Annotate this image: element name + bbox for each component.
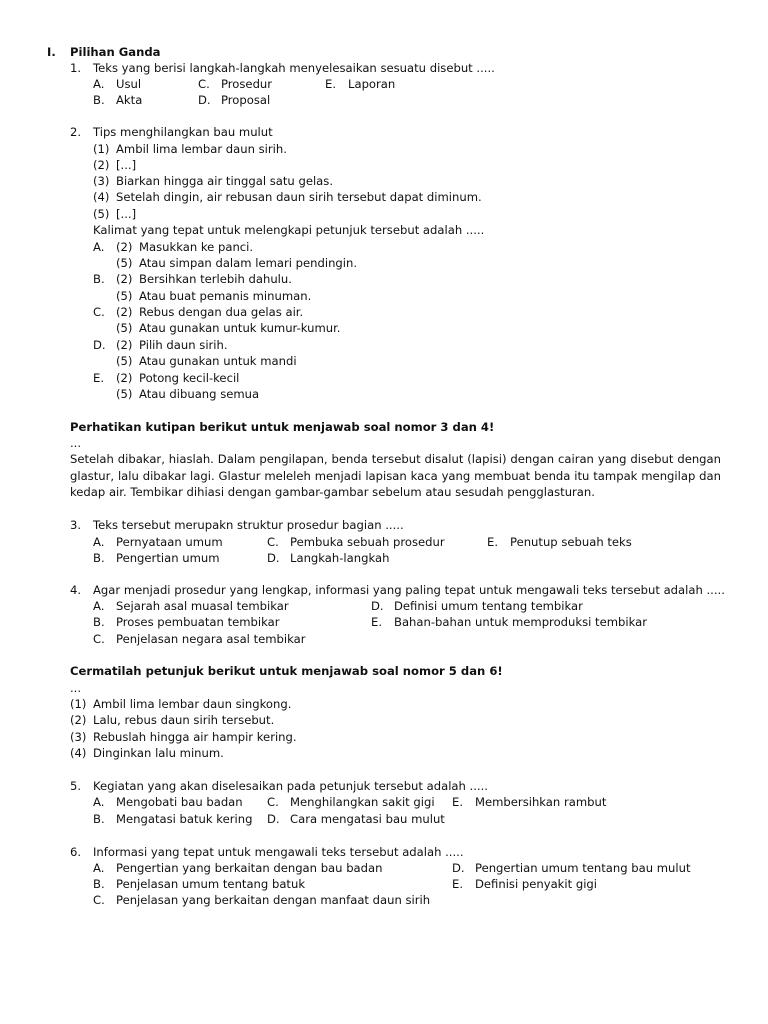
q2-option-letter: A. <box>93 240 105 254</box>
q2-option-step-number: (2) <box>116 240 133 254</box>
q1-option-c-letter: C. <box>198 77 210 91</box>
q6-option-e-letter: E. <box>452 877 464 891</box>
q3-option-b: Pengertian umum <box>116 551 220 565</box>
q2-option-step-number: (2) <box>116 338 133 352</box>
q3-option-d-letter: D. <box>267 551 280 565</box>
q6-option-b: Penjelasan umum tentang batuk <box>116 877 306 891</box>
q3-text: Teks tersebut merupakn struktur prosedur bagian ..... <box>93 518 404 532</box>
q2-option-step-number: (2) <box>116 371 133 385</box>
passage2-heading: Cermatilah petunjuk berikut untuk menjawab soal nomor 5 dan 6! <box>70 664 503 678</box>
q1-option-a-letter: A. <box>93 77 105 91</box>
q5-option-e: Membersihkan rambut <box>475 795 607 809</box>
q5-option-e-letter: E. <box>452 795 464 809</box>
passage2-step-number: (4) <box>70 746 87 760</box>
q4-option-b: Proses pembuatan tembikar <box>116 615 280 629</box>
q2-text: Tips menghilangkan bau mulut <box>93 125 273 139</box>
q5-option-d: Cara mengatasi bau mulut <box>290 812 445 826</box>
q5-option-c-letter: C. <box>267 795 279 809</box>
q2-option-step-number: (5) <box>116 387 133 401</box>
q6-option-c: Penjelasan yang berkaitan dengan manfaat daun sirih <box>116 893 431 907</box>
q3-option-a: Pernyataan umum <box>116 535 223 549</box>
q2-step-number: (5) <box>93 207 110 221</box>
q2-step-text: Setelah dingin, air rebusan daun sirih tersebut dapat diminum. <box>116 190 482 204</box>
passage2-step-text: Lalu, rebus daun sirih tersebut. <box>93 713 275 727</box>
q6-option-d: Pengertian umum tentang bau mulut <box>475 861 691 875</box>
q3-option-c: Pembuka sebuah prosedur <box>290 535 445 549</box>
q2-step-number: (1) <box>93 142 110 156</box>
q2-step-number: (2) <box>93 158 110 172</box>
q2-option-letter: E. <box>93 371 105 385</box>
q2-prompt: Kalimat yang tepat untuk melengkapi petunjuk tersebut adalah ..... <box>93 223 485 237</box>
q2-step-number: (3) <box>93 174 110 188</box>
q1-option-d: Proposal <box>221 93 271 107</box>
q2-option-step-text: Masukkan ke panci. <box>139 240 254 254</box>
q2-option-step-text: Atau buat pemanis minuman. <box>139 289 312 303</box>
q6-option-c-letter: C. <box>93 893 105 907</box>
q2-option-step-number: (5) <box>116 354 133 368</box>
q6-option-e: Definisi penyakit gigi <box>475 877 598 891</box>
q1-option-e-letter: E. <box>325 77 337 91</box>
q1-option-b-letter: B. <box>93 93 105 107</box>
q4-option-b-letter: B. <box>93 615 105 629</box>
q5-option-a-letter: A. <box>93 795 105 809</box>
passage2-step-text: Ambil lima lembar daun singkong. <box>93 697 292 711</box>
q2-option-step-text: Rebus dengan dua gelas air. <box>139 305 304 319</box>
q5-option-b-letter: B. <box>93 812 105 826</box>
q4-option-d-letter: D. <box>371 599 384 613</box>
q3-option-a-letter: A. <box>93 535 105 549</box>
passage2-step-number: (1) <box>70 697 87 711</box>
q1-option-e: Laporan <box>348 77 396 91</box>
q3-option-d: Langkah-langkah <box>290 551 390 565</box>
q2-option-step-number: (5) <box>116 256 133 270</box>
passage1-ellipsis: ... <box>70 436 82 450</box>
q4-option-e: Bahan-bahan untuk memproduksi tembikar <box>394 615 647 629</box>
q4-option-a-letter: A. <box>93 599 105 613</box>
passage2-step-number: (3) <box>70 730 87 744</box>
q2-option-step-number: (5) <box>116 289 133 303</box>
q3-option-e-letter: E. <box>487 535 499 549</box>
q5-text: Kegiatan yang akan diselesaikan pada petunjuk tersebut adalah ..... <box>93 779 488 793</box>
q6-option-b-letter: B. <box>93 877 105 891</box>
q6-option-a: Pengertian yang berkaitan dengan bau badan <box>116 861 383 875</box>
q2-option-step-text: Atau dibuang semua <box>139 387 260 401</box>
q2-step-text: [...] <box>116 207 137 221</box>
q4-number: 4. <box>70 583 82 597</box>
q6-text: Informasi yang tepat untuk mengawali teks tersebut adalah ..... <box>93 845 464 859</box>
q4-option-c-letter: C. <box>93 632 105 646</box>
passage1-text: Setelah dibakar, hiaslah. Dalam pengilapan, benda tersebut disalut (lapisi) dengan cairan yang disebut dengan glastur, lalu dibakar lagi. Glastur meleleh menjadi lapisan kaca yang membuat benda itu tampak mengilap dan kedap air. Tembikar dihiasi dengan gambar-gambar sebelum atau sesudah pengglasturan. <box>70 452 721 499</box>
q2-step-number: (4) <box>93 190 110 204</box>
section-number: I. <box>47 45 56 59</box>
q1-text: Teks yang berisi langkah-langkah menyelesaikan sesuatu disebut ..... <box>93 61 495 75</box>
q3-option-e: Penutup sebuah teks <box>510 535 632 549</box>
q2-option-step-text: Bersihkan terlebih dahulu. <box>139 272 292 286</box>
q4-option-c: Penjelasan negara asal tembikar <box>116 632 306 646</box>
q4-option-d: Definisi umum tentang tembikar <box>394 599 583 613</box>
q1-option-d-letter: D. <box>198 93 211 107</box>
q2-step-text: Ambil lima lembar daun sirih. <box>116 142 287 156</box>
passage2-ellipsis: ... <box>70 681 82 695</box>
q2-option-step-text: Atau simpan dalam lemari pendingin. <box>139 256 358 270</box>
passage2-step-number: (2) <box>70 713 87 727</box>
q6-option-d-letter: D. <box>452 861 465 875</box>
passage1-heading: Perhatikan kutipan berikut untuk menjawab soal nomor 3 dan 4! <box>70 420 495 434</box>
q2-option-step-number: (2) <box>116 272 133 286</box>
q2-option-letter: C. <box>93 305 105 319</box>
q2-option-step-text: Potong kecil-kecil <box>139 371 240 385</box>
q1-option-c: Prosedur <box>221 77 273 91</box>
q2-number: 2. <box>70 125 82 139</box>
q5-option-d-letter: D. <box>267 812 280 826</box>
q2-step-text: [...] <box>116 158 137 172</box>
q2-option-step-number: (5) <box>116 321 133 335</box>
passage2-step-text: Rebuslah hingga air hampir kering. <box>93 730 297 744</box>
q4-option-e-letter: E. <box>371 615 383 629</box>
q2-option-letter: D. <box>93 338 106 352</box>
q2-option-step-number: (2) <box>116 305 133 319</box>
section-title: Pilihan Ganda <box>70 45 161 59</box>
q2-step-text: Biarkan hingga air tinggal satu gelas. <box>116 174 334 188</box>
q2-option-step-text: Atau gunakan untuk mandi <box>139 354 297 368</box>
q4-text: Agar menjadi prosedur yang lengkap, informasi yang paling tepat untuk mengawali teks tersebut adalah ..... <box>93 583 725 597</box>
q1-option-a: Usul <box>116 77 142 91</box>
q1-number: 1. <box>70 61 82 75</box>
q3-option-c-letter: C. <box>267 535 279 549</box>
q2-option-step-text: Pilih daun sirih. <box>139 338 228 352</box>
q4-option-a: Sejarah asal muasal tembikar <box>116 599 289 613</box>
q6-number: 6. <box>70 845 82 859</box>
q1-option-b: Akta <box>116 93 143 107</box>
q5-option-b: Mengatasi batuk kering <box>116 812 253 826</box>
passage2-step-text: Dinginkan lalu minum. <box>93 746 224 760</box>
q3-number: 3. <box>70 518 82 532</box>
q2-option-letter: B. <box>93 272 105 286</box>
q2-option-step-text: Atau gunakan untuk kumur-kumur. <box>139 321 341 335</box>
q5-option-c: Menghilangkan sakit gigi <box>290 795 435 809</box>
q5-number: 5. <box>70 779 82 793</box>
q5-option-a: Mengobati bau badan <box>116 795 243 809</box>
q3-option-b-letter: B. <box>93 551 105 565</box>
q6-option-a-letter: A. <box>93 861 105 875</box>
